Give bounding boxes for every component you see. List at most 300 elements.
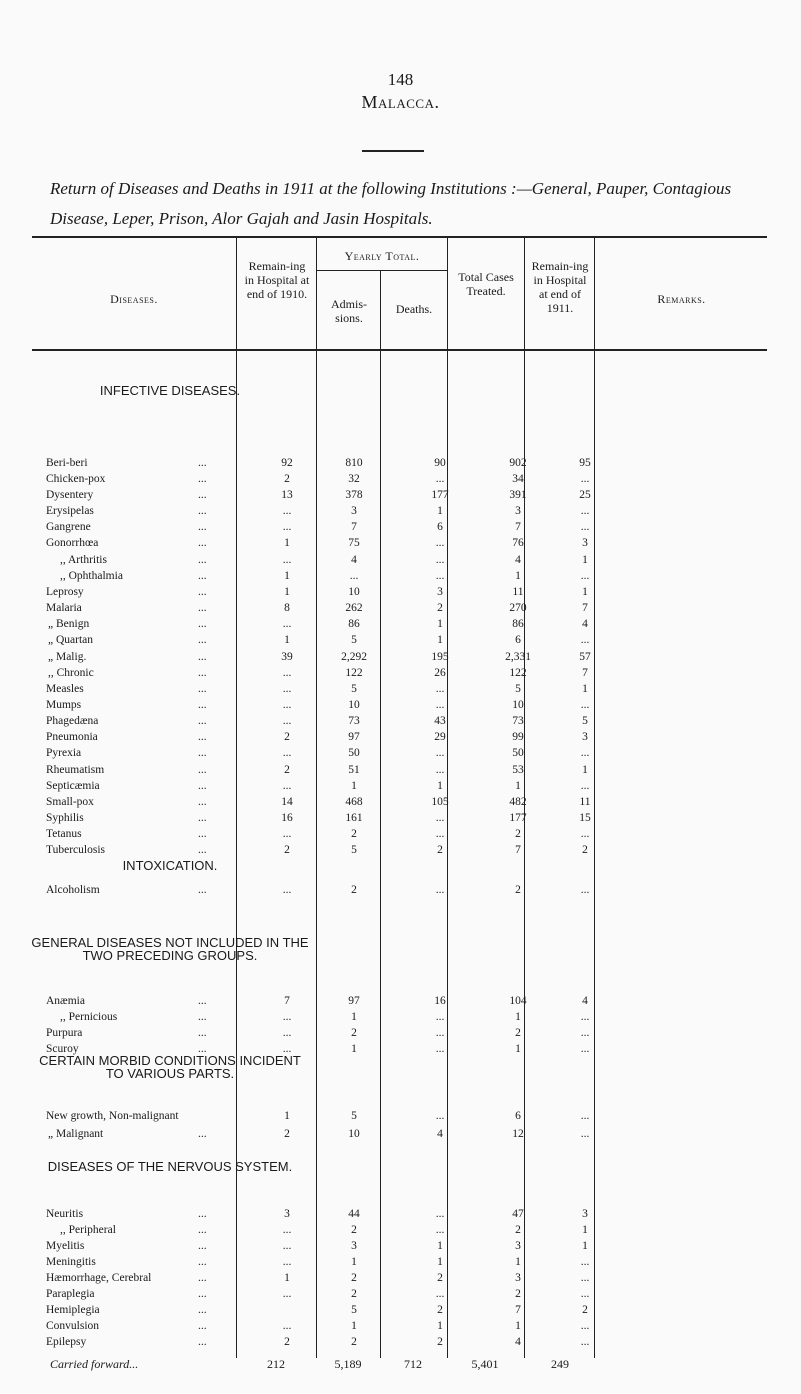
cell-deaths: 4: [437, 1128, 443, 1140]
carried-deaths: 712: [404, 1357, 422, 1371]
leader-dots: ...: [198, 651, 207, 663]
section-title: GENERAL DISEASES NOT INCLUDED IN THE TWO PRECEDING GROUPS.: [31, 935, 309, 963]
cell-total: 391: [509, 489, 527, 501]
cell-admissions: 378: [345, 489, 363, 501]
cell-rem-start: 14: [281, 796, 293, 808]
cell-rem-end: 5: [582, 715, 588, 727]
cell-deaths: 105: [431, 796, 449, 808]
cell-rem-start: ...: [282, 683, 292, 695]
cell-admissions: 262: [345, 602, 363, 614]
leader-dots: ...: [198, 457, 207, 469]
cell-total: 1: [515, 780, 521, 792]
cell-admissions: 97: [348, 731, 360, 743]
table-title: Return of Diseases and Deaths in 1911 at the following Institutions :—General, Pauper, Contagious Disease, Leper, Prison, Alor Gajah and Jasin Hospitals.: [50, 179, 732, 228]
cell-rem-start: ...: [282, 715, 292, 727]
disease-name: Mumps: [46, 699, 82, 711]
cell-rem-end: 2: [582, 1304, 588, 1316]
cell-admissions: 86: [348, 618, 360, 630]
cell-admissions: 44: [348, 1208, 360, 1220]
disease-name: „ Benign: [48, 618, 90, 630]
cell-rem-end: ...: [580, 780, 590, 792]
header-total-treated: Total Cases Treated.: [458, 270, 514, 298]
cell-deaths: 1: [437, 505, 443, 517]
leader-dots: ...: [198, 1304, 207, 1316]
carried-forward-label: Carried forward...: [50, 1357, 139, 1371]
cell-admissions: 7: [351, 521, 357, 533]
disease-name: Convulsion: [46, 1320, 100, 1332]
table-row: [0, 633, 801, 647]
disease-name: Meningitis: [46, 1256, 96, 1268]
leader-dots: ...: [198, 747, 207, 759]
cell-admissions: 2,292: [341, 651, 367, 663]
cell-rem-end: 1: [582, 1240, 588, 1252]
cell-admissions: 161: [345, 812, 363, 824]
cell-rem-start: 2: [284, 731, 290, 743]
disease-name: Neuritis: [46, 1208, 84, 1220]
cell-admissions: 97: [348, 995, 360, 1007]
leader-dots: ...: [198, 780, 207, 792]
cell-total: 3: [515, 1272, 521, 1284]
cell-rem-end: 1: [582, 1224, 588, 1236]
cell-rem-start: 3: [284, 1208, 290, 1220]
disease-name: Chicken-pox: [46, 473, 106, 485]
cell-rem-end: 2: [582, 844, 588, 856]
cell-deaths: ...: [435, 828, 445, 840]
cell-deaths: 2: [437, 844, 443, 856]
table-row: [0, 843, 801, 857]
cell-admissions: 51: [348, 764, 360, 776]
disease-name: Pneumonia: [46, 731, 98, 743]
leader-dots: ...: [198, 995, 207, 1007]
leader-dots: ...: [198, 1240, 207, 1252]
cell-total: 902: [509, 457, 527, 469]
leader-dots: ...: [198, 586, 207, 598]
cell-rem-start: ...: [282, 1224, 292, 1236]
table-row: [0, 1271, 801, 1285]
cell-rem-end: ...: [580, 1272, 590, 1284]
cell-deaths: 2: [437, 1304, 443, 1316]
table-row: [0, 827, 801, 841]
cell-rem-end: ...: [580, 828, 590, 840]
cell-rem-end: ...: [580, 1043, 590, 1055]
leader-dots: ...: [198, 554, 207, 566]
leader-dots: ...: [198, 618, 207, 630]
cell-deaths: 195: [431, 651, 449, 663]
table-row: [0, 1319, 801, 1333]
disease-name: „ Malignant: [48, 1128, 104, 1140]
cell-rem-end: ...: [580, 521, 590, 533]
cell-deaths: 29: [434, 731, 446, 743]
cell-admissions: 2: [351, 884, 357, 896]
carried-rem-end: 249: [551, 1357, 569, 1371]
cell-rem-start: 2: [284, 473, 290, 485]
table-row: [0, 1109, 801, 1123]
cell-admissions: 2: [351, 1272, 357, 1284]
table-row: [0, 795, 801, 809]
header-bottom-rule: [32, 349, 767, 351]
disease-name: Malaria: [46, 602, 82, 614]
disease-name: Tuberculosis: [46, 844, 105, 856]
leader-dots: ...: [198, 505, 207, 517]
cell-total: 2: [515, 1224, 521, 1236]
cell-admissions: 75: [348, 537, 360, 549]
cell-admissions: 810: [345, 457, 363, 469]
section-title: DISEASES OF THE NERVOUS SYSTEM.: [47, 1159, 293, 1174]
disease-name: New growth, Non-malignant: [46, 1110, 179, 1122]
table-row: [0, 1207, 801, 1221]
cell-deaths: 2: [437, 1336, 443, 1348]
cell-admissions: 32: [348, 473, 360, 485]
cell-total: 76: [512, 537, 524, 549]
header-deaths: Deaths.: [395, 302, 433, 316]
table-top-rule: [32, 236, 767, 238]
header-diseases: Diseases.: [110, 292, 158, 306]
cell-rem-start: 1: [284, 1272, 290, 1284]
cell-rem-end: ...: [580, 634, 590, 646]
cell-deaths: ...: [435, 537, 445, 549]
cell-rem-end: 11: [579, 796, 591, 808]
yearly-total-rule: [317, 270, 447, 271]
cell-total: 2,331: [505, 651, 531, 663]
leader-dots: ...: [198, 1288, 207, 1300]
cell-deaths: ...: [435, 554, 445, 566]
table-row: [0, 650, 801, 664]
cell-rem-start: 2: [284, 844, 290, 856]
leader-dots: ...: [198, 667, 207, 679]
leader-dots: ...: [198, 884, 207, 896]
cell-rem-end: 95: [579, 457, 591, 469]
cell-total: 1: [515, 1011, 521, 1023]
cell-admissions: 10: [348, 586, 360, 598]
leader-dots: ...: [198, 812, 207, 824]
table-row: [0, 1010, 801, 1024]
leader-dots: ...: [198, 1208, 207, 1220]
cell-rem-end: 7: [582, 602, 588, 614]
cell-deaths: ...: [435, 812, 445, 824]
section-title: INTOXICATION.: [122, 858, 218, 873]
cell-total: 122: [509, 667, 527, 679]
cell-admissions: 1: [351, 780, 357, 792]
leader-dots: ...: [198, 1272, 207, 1284]
table-row: [0, 714, 801, 728]
cell-admissions: 10: [348, 1128, 360, 1140]
cell-admissions: 2: [351, 1336, 357, 1348]
table-row: [0, 994, 801, 1008]
cell-rem-end: ...: [580, 1320, 590, 1332]
cell-deaths: 1: [437, 618, 443, 630]
cell-rem-start: 92: [281, 457, 293, 469]
table-row: [0, 730, 801, 744]
cell-admissions: ...: [349, 570, 359, 582]
cell-deaths: 26: [434, 667, 446, 679]
cell-rem-end: ...: [580, 884, 590, 896]
disease-name: Leprosy: [46, 586, 84, 598]
leader-dots: ...: [198, 715, 207, 727]
cell-total: 73: [512, 715, 524, 727]
cell-total: 482: [509, 796, 527, 808]
leader-dots: ...: [198, 602, 207, 614]
cell-rem-end: 4: [582, 618, 588, 630]
disease-name: Myelitis: [46, 1240, 85, 1252]
leader-dots: ...: [198, 634, 207, 646]
cell-rem-start: ...: [282, 1027, 292, 1039]
cell-rem-end: 15: [579, 812, 591, 824]
cell-total: 53: [512, 764, 524, 776]
cell-rem-start: ...: [282, 828, 292, 840]
leader-dots: ...: [198, 473, 207, 485]
disease-name: Alcoholism: [46, 884, 100, 896]
cell-rem-end: ...: [580, 1288, 590, 1300]
cell-rem-end: 7: [582, 667, 588, 679]
table-row: [0, 1255, 801, 1269]
disease-name: Septicæmia: [46, 780, 100, 792]
cell-rem-start: 7: [284, 995, 290, 1007]
cell-rem-end: 3: [582, 1208, 588, 1220]
cell-total: 2: [515, 884, 521, 896]
cell-admissions: 5: [351, 1110, 357, 1122]
cell-admissions: 5: [351, 844, 357, 856]
cell-rem-end: ...: [580, 473, 590, 485]
cell-deaths: ...: [435, 473, 445, 485]
cell-total: 4: [515, 554, 521, 566]
cell-rem-start: ...: [282, 505, 292, 517]
cell-deaths: 43: [434, 715, 446, 727]
disease-name: Paraplegia: [46, 1288, 95, 1300]
leader-dots: ...: [198, 1336, 207, 1348]
table-row: [0, 1303, 801, 1317]
carried-admissions: 5,189: [334, 1357, 362, 1371]
cell-admissions: 2: [351, 1027, 357, 1039]
cell-total: 7: [515, 1304, 521, 1316]
disease-name: Anæmia: [46, 995, 85, 1007]
cell-total: 7: [515, 521, 521, 533]
header-yearly-total: Yearly Total.: [344, 249, 420, 263]
cell-deaths: 16: [434, 995, 446, 1007]
leader-dots: ...: [198, 1320, 207, 1332]
table-row: [0, 536, 801, 550]
table-row: [0, 1127, 801, 1141]
cell-rem-start: 8: [284, 602, 290, 614]
cell-admissions: 10: [348, 699, 360, 711]
disease-name: ,, Pernicious: [60, 1011, 118, 1023]
table-row: [0, 1223, 801, 1237]
disease-name: Phagedæna: [46, 715, 99, 727]
cell-rem-start: 1: [284, 586, 290, 598]
cell-total: 12: [512, 1128, 524, 1140]
table-row: [0, 698, 801, 712]
cell-total: 86: [512, 618, 524, 630]
cell-total: 4: [515, 1336, 521, 1348]
cell-rem-start: 1: [284, 634, 290, 646]
cell-deaths: 1: [437, 1256, 443, 1268]
disease-name: ,, Chronic: [48, 667, 94, 679]
cell-total: 47: [512, 1208, 524, 1220]
disease-name: ,, Ophthalmia: [60, 570, 123, 582]
table-row: [0, 666, 801, 680]
table-row: [0, 585, 801, 599]
cell-rem-start: ...: [282, 1011, 292, 1023]
cell-total: 1: [515, 1320, 521, 1332]
cell-deaths: ...: [435, 1027, 445, 1039]
carried-rem-start: 212: [267, 1357, 285, 1371]
leader-dots: ...: [198, 521, 207, 533]
cell-rem-start: ...: [282, 747, 292, 759]
leader-dots: ...: [198, 537, 207, 549]
cell-admissions: 5: [351, 683, 357, 695]
cell-rem-end: ...: [580, 1336, 590, 1348]
header-remarks: Remarks.: [657, 292, 706, 306]
leader-dots: ...: [198, 489, 207, 501]
table-row: [0, 601, 801, 615]
cell-rem-start: ...: [282, 521, 292, 533]
cell-admissions: 3: [351, 1240, 357, 1252]
leader-dots: ...: [198, 828, 207, 840]
cell-deaths: 1: [437, 634, 443, 646]
leader-dots: ...: [198, 1027, 207, 1039]
leader-dots: ...: [198, 1043, 207, 1055]
leader-dots: ...: [198, 844, 207, 856]
cell-total: 5: [515, 683, 521, 695]
cell-rem-start: 1: [284, 537, 290, 549]
leader-dots: ...: [198, 1224, 207, 1236]
cell-deaths: ...: [435, 1224, 445, 1236]
table-row: [0, 553, 801, 567]
cell-rem-start: ...: [282, 1288, 292, 1300]
cell-deaths: 3: [437, 586, 443, 598]
cell-admissions: 1: [351, 1320, 357, 1332]
cell-deaths: 90: [434, 457, 446, 469]
table-row: [0, 763, 801, 777]
cell-total: 99: [512, 731, 524, 743]
table-row: [0, 746, 801, 760]
disease-name: Erysipelas: [46, 505, 94, 517]
disease-name: Scuroy: [46, 1043, 79, 1055]
table-row: [0, 1026, 801, 1040]
disease-name: ,, Peripheral: [60, 1224, 116, 1236]
cell-rem-end: 4: [582, 995, 588, 1007]
cell-deaths: ...: [435, 884, 445, 896]
leader-dots: ...: [198, 683, 207, 695]
cell-rem-end: ...: [580, 1128, 590, 1140]
section-title: CERTAIN MORBID CONDITIONS INCIDENT TO VARIOUS PARTS.: [39, 1053, 301, 1081]
cell-rem-start: ...: [282, 1043, 292, 1055]
place-heading: Malacca.: [361, 92, 440, 112]
carried-total: 5,401: [471, 1357, 499, 1371]
cell-admissions: 2: [351, 1288, 357, 1300]
disease-name: Syphilis: [46, 812, 84, 824]
cell-total: 34: [512, 473, 524, 485]
leader-dots: ...: [198, 1011, 207, 1023]
cell-deaths: 1: [437, 780, 443, 792]
cell-total: 177: [509, 812, 527, 824]
disease-name: Gonorrhœa: [46, 537, 99, 549]
cell-deaths: ...: [435, 1043, 445, 1055]
cell-deaths: ...: [435, 699, 445, 711]
cell-rem-start: ...: [282, 780, 292, 792]
disease-name: Gangrene: [46, 521, 91, 533]
cell-rem-start: 2: [284, 1128, 290, 1140]
disease-name: „ Malig.: [48, 651, 87, 663]
disease-name: Tetanus: [46, 828, 82, 840]
cell-admissions: 5: [351, 1304, 357, 1316]
cell-rem-end: ...: [580, 505, 590, 517]
cell-rem-start: 39: [281, 651, 293, 663]
cell-admissions: 50: [348, 747, 360, 759]
cell-total: 2: [515, 1027, 521, 1039]
cell-rem-start: 1: [284, 570, 290, 582]
cell-total: 1: [515, 570, 521, 582]
cell-total: 3: [515, 1240, 521, 1252]
leader-dots: ...: [198, 1256, 207, 1268]
cell-deaths: ...: [435, 1208, 445, 1220]
disease-name: Hemiplegia: [46, 1304, 100, 1316]
cell-rem-end: 1: [582, 764, 588, 776]
cell-admissions: 1: [351, 1256, 357, 1268]
disease-name: Beri-beri: [46, 457, 88, 469]
disease-name: Rheumatism: [46, 764, 105, 776]
table-row: [0, 520, 801, 534]
disease-name: Pyrexia: [46, 747, 82, 759]
cell-deaths: 2: [437, 1272, 443, 1284]
disease-name: Epilepsy: [46, 1336, 87, 1348]
cell-rem-end: ...: [580, 1011, 590, 1023]
cell-total: 50: [512, 747, 524, 759]
table-row: [0, 682, 801, 696]
cell-rem-start: 13: [281, 489, 293, 501]
table-row: [0, 456, 801, 470]
table-row: [0, 883, 801, 897]
cell-total: 10: [512, 699, 524, 711]
cell-deaths: ...: [435, 683, 445, 695]
table-row: [0, 617, 801, 631]
disease-name: Dysentery: [46, 489, 94, 501]
cell-deaths: ...: [435, 764, 445, 776]
disease-name: „ Quartan: [48, 634, 94, 646]
cell-rem-start: 1: [284, 1110, 290, 1122]
cell-rem-start: ...: [282, 554, 292, 566]
cell-total: 104: [509, 995, 527, 1007]
cell-rem-start: ...: [282, 884, 292, 896]
cell-total: 6: [515, 634, 521, 646]
cell-total: 11: [512, 586, 524, 598]
cell-admissions: 3: [351, 505, 357, 517]
cell-deaths: ...: [435, 1110, 445, 1122]
cell-admissions: 1: [351, 1011, 357, 1023]
cell-total: 3: [515, 505, 521, 517]
cell-admissions: 4: [351, 554, 357, 566]
table-row: [0, 472, 801, 486]
cell-rem-end: ...: [580, 1027, 590, 1039]
cell-rem-end: 3: [582, 537, 588, 549]
cell-admissions: 5: [351, 634, 357, 646]
disease-name: ,, Arthritis: [60, 554, 107, 566]
cell-rem-end: 1: [582, 554, 588, 566]
cell-admissions: 122: [345, 667, 363, 679]
leader-dots: ...: [198, 699, 207, 711]
header-remaining-start: Remain-ing in Hospital at end of 1910.: [244, 259, 310, 301]
cell-deaths: 177: [431, 489, 449, 501]
cell-rem-start: ...: [282, 1256, 292, 1268]
cell-deaths: ...: [435, 1288, 445, 1300]
cell-total: 7: [515, 844, 521, 856]
cell-deaths: ...: [435, 747, 445, 759]
cell-deaths: 1: [437, 1320, 443, 1332]
cell-rem-start: ...: [282, 1240, 292, 1252]
cell-rem-end: 1: [582, 586, 588, 598]
cell-admissions: 1: [351, 1043, 357, 1055]
cell-deaths: ...: [435, 1011, 445, 1023]
table-row: [0, 1287, 801, 1301]
